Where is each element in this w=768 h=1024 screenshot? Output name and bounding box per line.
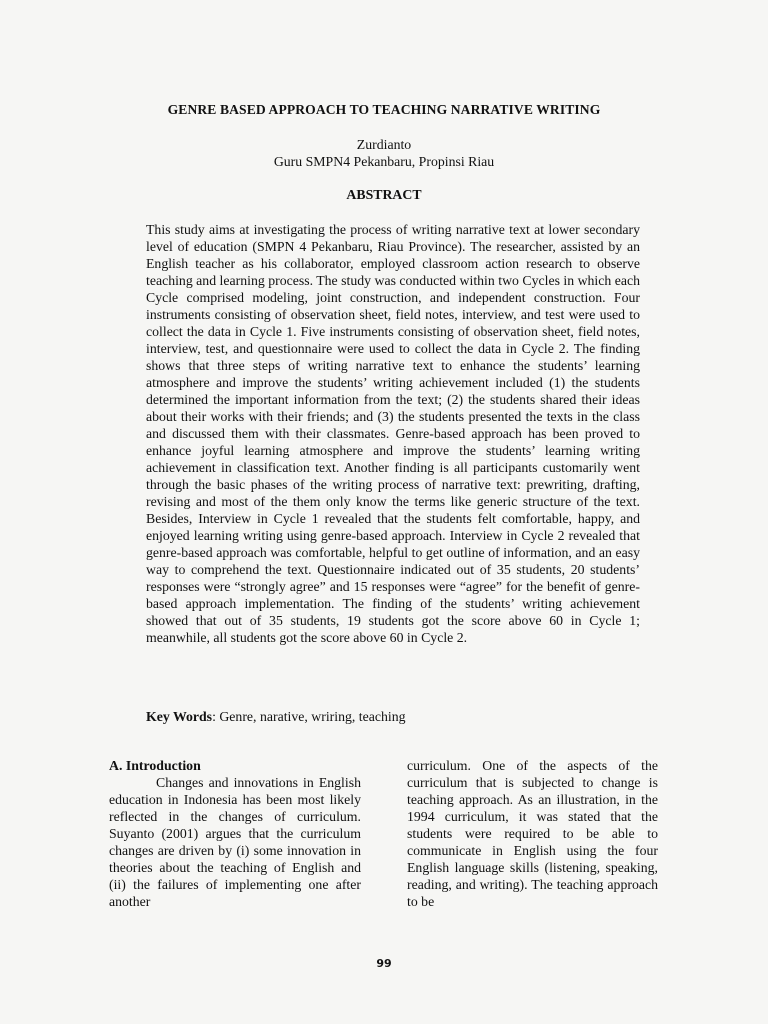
author-block [0,136,768,170]
author-name: Zurdianto [356,137,412,152]
abstract-heading: ABSTRACT [346,187,422,202]
paper-title: GENRE BASED APPROACH TO TEACHING NARRATIVE WRITING [167,102,601,117]
section-heading: A. Introduction [109,758,201,773]
abstract-text: This study aims at investigating the process of writing narrative text at lower secondary level of education (SMPN 4 Pekanbaru, Riau Province). The researcher, assisted by an English teacher as his collaborator, employed classroom action research to observe teaching and learning process. The study was conducted within two Cycles in which each Cycle comprised modeling, joint construction, and independent construction. Four instruments consisting of observation sheet, field notes, interview, and test were used to collect the data in Cycle 1. Five instruments consisting of observation sheet, field notes, interview, test, and questionnaire were used to collect the data in Cycle 2. The finding shows that three steps of writing narrative text to enhance the students’ learning atmosphere and improve the students’ writing achievement included (1) the students determined the important information from the text; (2) the students shared their ideas about their works with their friends; and (3) the students presented the texts in the class and discussed them with their classmates. Genre-based approach has been proved to enhance joyful learning atmosphere and improve the students’ learning writing achievement in classification text. Another finding is all participants customarily went through the basic phases of the writing process of narrative text: prewriting, drafting, revising and most of the them only know the terms like generic structure of the text. Besides, Interview in Cycle 1 revealed that the students felt comfortable, happy, and enjoyed learning writing using genre-based approach. Interview in Cycle 2 revealed that genre-based approach was comfortable, helpful to get outline of information, and an easy way to comprehend the text. Questionnaire indicated out of 35 students, 20 students’ responses were “strongly agree” and 15 responses were “agree” for the benefit of genre-based approach implementation. The finding of the students’ writing achievement showed that out of 35 students, 19 students got the score above 60 in Cycle 1; meanwhile, all students got the score above 60 in Cycle 2. [146,222,640,645]
intro-right-text: curriculum. One of the aspects of the curriculum that is subjected to change is teaching approach. As an illustration, in the 1994 curriculum, it was stated that the students were required to be able to communicate in English using the four English language skills (listening, speaking, reading, and writing). The teaching approach to be [407,758,658,909]
author-affiliation: Guru SMPN4 Pekanbaru, Propinsi Riau [273,154,495,169]
keywords-line [146,708,640,725]
left-column [109,757,361,910]
right-column [407,757,658,910]
intro-left-text: Changes and innovations in English education in Indonesia has been most likely reflected in the changes of curriculum. Suyanto (2001) argues that the curriculum changes are driven by (i) some innovation in theories about the teaching of English and (ii) the failures of implementing one after another [109,775,361,909]
keywords-text: : Genre, narative, wriring, teaching [212,709,406,724]
page-number: 99 [376,957,392,970]
keywords-label: Key Words [146,709,213,724]
